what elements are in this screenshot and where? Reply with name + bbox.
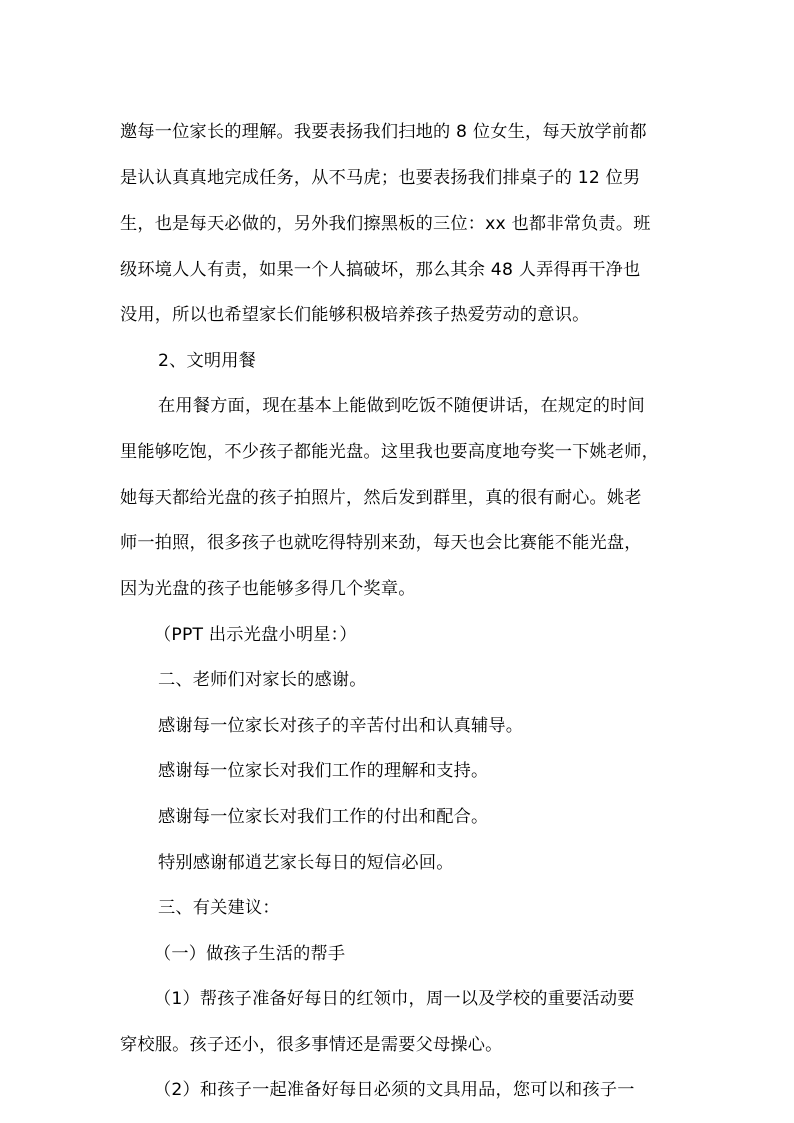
paragraph-line: 穿校服。孩子还小，很多事情还是需要父母操心。 xyxy=(120,1035,503,1055)
paragraph-line: 因为光盘的孩子也能够多得几个奖章。 xyxy=(120,579,416,599)
paragraph-line: 她每天都给光盘的孩子拍照片，然后发到群里，真的很有耐心。姚老 xyxy=(120,488,642,508)
paragraph-line: 在用餐方面，现在基本上能做到吃饭不随便讲话，在规定的时间 xyxy=(158,396,645,416)
paragraph-line: 里能够吃饱，不少孩子都能光盘。这里我也要高度地夸奖一下姚老师， xyxy=(120,442,660,462)
paragraph-line: 级环境人人有责，如果一个人搞破坏，那么其余 48 人弄得再干净也 xyxy=(120,260,641,280)
paragraph-line: 生，也是每天必做的，另外我们擦黑板的三位：xx 也都非常负责。班 xyxy=(120,214,651,234)
paragraph-line: 邀每一位家长的理解。我要表扬我们扫地的 8 位女生，每天放学前都 xyxy=(120,122,647,142)
thanks-line: 感谢每一位家长对我们工作的理解和支持。 xyxy=(158,761,489,781)
section-heading: 二、老师们对家长的感谢。 xyxy=(158,670,367,690)
paragraph-line: （2）和孩子一起准备好每日必须的文具用品，您可以和孩子一 xyxy=(154,1080,635,1100)
thanks-line: 特别感谢郁逍艺家长每日的短信必回。 xyxy=(158,853,454,873)
section-heading: 2、文明用餐 xyxy=(158,351,257,371)
thanks-line: 感谢每一位家长对我们工作的付出和配合。 xyxy=(158,807,489,827)
paragraph-line: 是认认真真地完成任务，从不马虎；也要表扬我们排桌子的 12 位男 xyxy=(120,168,641,188)
paragraph-line: 没用，所以也希望家长们能够积极培养孩子热爱劳动的意识。 xyxy=(120,305,590,325)
paragraph-line: 师一拍照，很多孩子也就吃得特别来劲，每天也会比赛能不能光盘， xyxy=(120,533,642,553)
section-heading: 三、有关建议： xyxy=(158,898,280,918)
paragraph-line: （1）帮孩子准备好每日的红领巾，周一以及学校的重要活动要 xyxy=(154,989,635,1009)
thanks-line: 感谢每一位家长对孩子的辛苦付出和认真辅导。 xyxy=(158,716,524,736)
ppt-note: （PPT 出示光盘小明星：） xyxy=(154,625,357,645)
subsection-heading: （一）做孩子生活的帮手 xyxy=(154,944,346,964)
